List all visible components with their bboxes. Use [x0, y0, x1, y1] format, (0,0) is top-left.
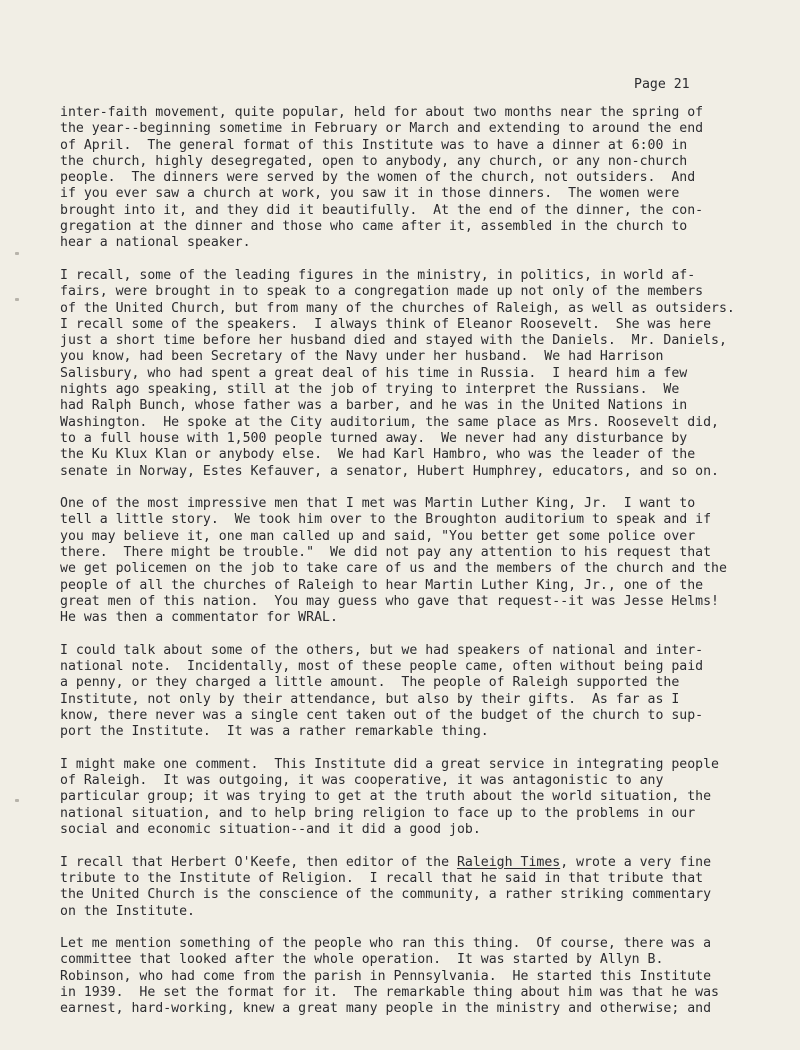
text-line: just a short time before her husband died and stayed with the Daniels. Mr. Daniels, — [60, 333, 727, 349]
text-line: One of the most impressive men that I met was Martin Luther King, Jr. I want to — [60, 496, 696, 512]
text-line: of Raleigh. It was outgoing, it was cooperative, it was antagonistic to any — [60, 773, 664, 789]
text-line: the Ku Klux Klan or anybody else. We had Karl Hambro, who was the leader of the — [60, 447, 696, 463]
text-line: I recall, some of the leading figures in the ministry, in politics, in world af- — [60, 267, 696, 283]
text-line: particular group; it was trying to get at the truth about the world situation, the — [60, 789, 712, 805]
left-margin-mark — [15, 298, 19, 301]
paragraph — [60, 105, 750, 252]
paragraph — [60, 855, 750, 920]
paragraph-gap — [60, 252, 750, 268]
paragraph — [60, 268, 750, 480]
text-line: brought into it, and they did it beautifully. At the end of the dinner, the con- — [60, 202, 704, 218]
text-line: people. The dinners were served by the women of the church, not outsiders. And — [60, 170, 696, 186]
text-line: hear a national speaker. — [60, 235, 251, 251]
paragraph-gap — [60, 920, 750, 936]
text-line: earnest, hard-working, knew a great many people in the ministry and otherwise; and — [60, 1001, 712, 1017]
text-line: the church, highly desegregated, open to anybody, any church, or any non-church — [60, 153, 688, 169]
text-line: great men of this nation. You may guess who gave that request--it was Jesse Helms! — [60, 593, 719, 609]
left-margin-mark — [15, 799, 19, 802]
text-line: Washington. He spoke at the City auditorium, the same place as Mrs. Roosevelt did, — [60, 414, 719, 430]
paragraph — [60, 936, 750, 1017]
text-line: on the Institute. — [60, 903, 195, 919]
paragraph — [60, 643, 750, 741]
text-line: you know, had been Secretary of the Navy under her husband. We had Harrison — [60, 349, 664, 365]
text-line: there. There might be trouble." We did not pay any attention to his request that — [60, 545, 712, 561]
text-line: in 1939. He set the format for it. The remarkable thing about him was that he was — [60, 985, 719, 1001]
text-line: know, there never was a single cent taken out of the budget of the church to sup- — [60, 707, 704, 723]
page-number: Page 21 — [634, 77, 690, 92]
text-line: people of all the churches of Raleigh to hear Martin Luther King, Jr., one of the — [60, 577, 704, 593]
text-line: the year--beginning sometime in February or March and extending to around the end — [60, 121, 704, 137]
paragraph-gap — [60, 480, 750, 496]
text-line: had Ralph Bunch, whose father was a barber, and he was in the United Nations in — [60, 398, 688, 414]
text-line: Robinson, who had come from the parish in Pennsylvania. He started this Institute — [60, 968, 712, 984]
text-line: Institute, not only by their attendance, but also by their gifts. As far as I — [60, 691, 680, 707]
text-line: national situation, and to help bring religion to face up to the problems in our — [60, 805, 696, 821]
paragraph — [60, 757, 750, 838]
text-line: committee that looked after the whole operation. It was started by Allyn B. — [60, 952, 664, 968]
text-line: you may believe it, one man called up and said, "You better get some police over — [60, 528, 696, 544]
text-line: I recall some of the speakers. I always think of Eleanor Roosevelt. She was here — [60, 316, 712, 332]
text-line: to a full house with 1,500 people turned away. We never had any disturbance by — [60, 430, 688, 446]
paragraph-gap — [60, 741, 750, 757]
left-margin-mark — [15, 252, 19, 255]
text-line: nights ago speaking, still at the job of trying to interpret the Russians. We — [60, 382, 680, 398]
newspaper-title: Raleigh Times — [456, 854, 561, 870]
text-line: a penny, or they charged a little amount. The people of Raleigh supported the — [60, 675, 680, 691]
text-line: national note. Incidentally, most of these people came, often without being paid — [60, 659, 704, 675]
text-line: Salisbury, who had spent a great deal of his time in Russia. I heard him a few — [60, 365, 688, 381]
text-line: social and economic situation--and it did a good job. — [60, 822, 481, 838]
text-line: I recall that Herbert O'Keefe, then editor of the Raleigh Times, wrote a very fine — [60, 854, 712, 870]
document-body — [60, 105, 750, 1018]
text-line: fairs, were brought in to speak to a congregation made up not only of the members — [60, 284, 704, 300]
text-line: we get policemen on the job to take care of us and the members of the church and the — [60, 561, 727, 577]
text-line: of the United Church, but from many of the churches of Raleigh, as well as outsiders. — [60, 300, 735, 316]
paragraph — [60, 496, 750, 626]
paragraph-gap — [60, 627, 750, 643]
text-line: I could talk about some of the others, but we had speakers of national and inter- — [60, 642, 704, 658]
text-line: of April. The general format of this Institute was to have a dinner at 6:00 in — [60, 137, 688, 153]
text-line: if you ever saw a church at work, you saw it in those dinners. The women were — [60, 186, 680, 202]
text-line: tell a little story. We took him over to the Broughton auditorium to speak and if — [60, 512, 712, 528]
text-line: gregation at the dinner and those who came after it, assembled in the church to — [60, 219, 688, 235]
text-line: tribute to the Institute of Religion. I recall that he said in that tribute that — [60, 870, 704, 886]
text-line: the United Church is the conscience of the community, a rather striking commentary — [60, 887, 712, 903]
text-line: inter-faith movement, quite popular, held for about two months near the spring of — [60, 105, 704, 120]
text-line: I might make one comment. This Institute did a great service in integrating people — [60, 756, 719, 772]
text-line: He was then a commentator for WRAL. — [60, 610, 338, 626]
paragraph-gap — [60, 838, 750, 854]
text-line: Let me mention something of the people who ran this thing. Of course, there was a — [60, 936, 712, 952]
text-line: port the Institute. It was a rather remarkable thing. — [60, 724, 489, 740]
text-line: senate in Norway, Estes Kefauver, a senator, Hubert Humphrey, educators, and so on. — [60, 463, 719, 479]
